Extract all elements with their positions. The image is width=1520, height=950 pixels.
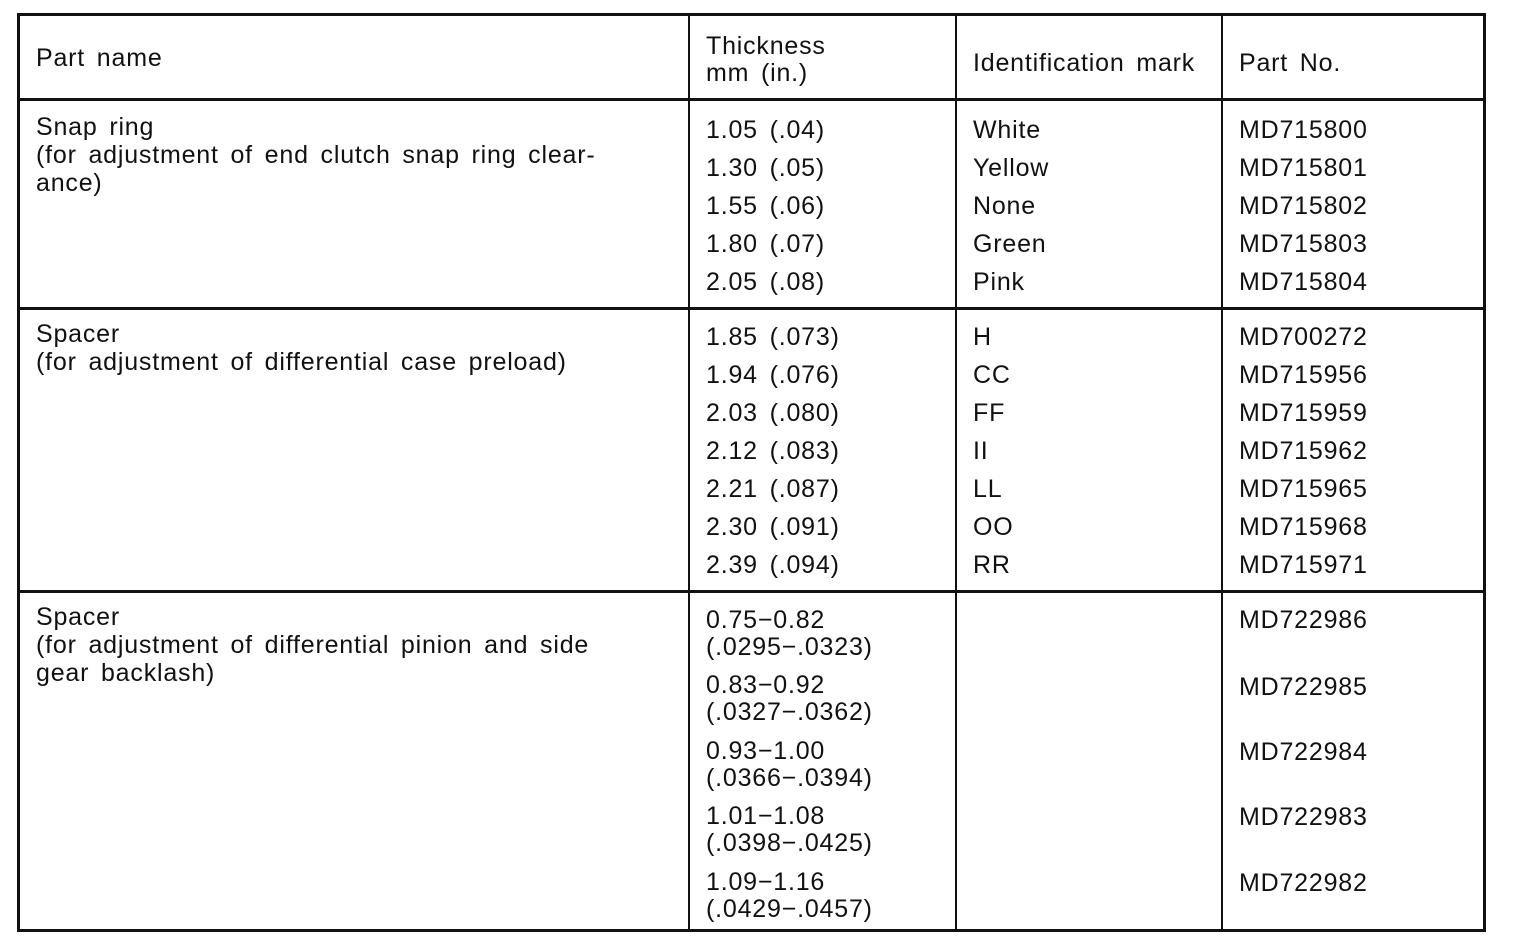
header-part-no: Part No. bbox=[1239, 49, 1342, 77]
thickness-mm-cell: 0.75−0.82 bbox=[706, 606, 826, 634]
thickness-cell: 1.05 (.04) bbox=[706, 116, 826, 144]
column-divider-2 bbox=[955, 16, 957, 929]
thickness-in-cell: (.0366−.0394) bbox=[706, 764, 873, 792]
thickness-mm-cell: 1.01−1.08 bbox=[706, 802, 826, 830]
thickness-cell: 1.30 (.05) bbox=[706, 154, 826, 182]
part-no-cell: MD722986 bbox=[1239, 606, 1368, 634]
part-name-description: ance) bbox=[36, 169, 103, 197]
thickness-mm-cell: 0.93−1.00 bbox=[706, 737, 826, 765]
header-identification-mark: Identification mark bbox=[973, 49, 1196, 77]
group-divider-2 bbox=[20, 590, 1483, 593]
part-name-description: (for adjustment of end clutch snap ring clear- bbox=[36, 141, 596, 169]
identification-mark-cell: None bbox=[973, 192, 1036, 220]
header-part-name: Part name bbox=[36, 44, 163, 72]
thickness-in-cell: (.0295−.0323) bbox=[706, 633, 873, 661]
part-no-cell: MD715800 bbox=[1239, 116, 1368, 144]
column-divider-1 bbox=[688, 16, 690, 929]
identification-mark-cell: II bbox=[973, 437, 989, 465]
parts-table bbox=[17, 13, 1486, 932]
group-divider-1 bbox=[20, 307, 1483, 310]
thickness-cell: 1.85 (.073) bbox=[706, 323, 840, 351]
thickness-cell: 2.39 (.094) bbox=[706, 551, 840, 579]
identification-mark-cell: CC bbox=[973, 361, 1011, 389]
thickness-mm-cell: 1.09−1.16 bbox=[706, 868, 826, 896]
part-name-title: Snap ring bbox=[36, 113, 155, 141]
thickness-in-cell: (.0429−.0457) bbox=[706, 895, 873, 923]
part-name-description: gear backlash) bbox=[36, 659, 216, 687]
part-no-cell: MD722985 bbox=[1239, 673, 1368, 701]
part-no-cell: MD715959 bbox=[1239, 399, 1368, 427]
thickness-cell: 2.21 (.087) bbox=[706, 475, 840, 503]
part-no-cell: MD715803 bbox=[1239, 230, 1368, 258]
part-no-cell: MD722983 bbox=[1239, 803, 1368, 831]
part-no-cell: MD722984 bbox=[1239, 738, 1368, 766]
part-name-description: (for adjustment of differential case preload) bbox=[36, 348, 567, 376]
group-1-part-name bbox=[36, 113, 666, 197]
column-divider-3 bbox=[1221, 16, 1223, 929]
thickness-cell: 1.55 (.06) bbox=[706, 192, 826, 220]
thickness-cell: 2.05 (.08) bbox=[706, 268, 826, 296]
part-name-description: (for adjustment of differential pinion and side bbox=[36, 631, 590, 659]
identification-mark-cell: Yellow bbox=[973, 154, 1050, 182]
part-no-cell: MD715804 bbox=[1239, 268, 1368, 296]
thickness-cell: 2.30 (.091) bbox=[706, 513, 840, 541]
part-no-cell: MD700272 bbox=[1239, 323, 1368, 351]
part-no-cell: MD715965 bbox=[1239, 475, 1368, 503]
identification-mark-cell: H bbox=[973, 323, 992, 351]
identification-mark-cell: OO bbox=[973, 513, 1014, 541]
thickness-mm-cell: 0.83−0.92 bbox=[706, 671, 826, 699]
part-name-title: Spacer bbox=[36, 320, 121, 348]
thickness-in-cell: (.0327−.0362) bbox=[706, 698, 873, 726]
header-thickness-line2: mm (in.) bbox=[706, 59, 809, 87]
group-3-part-name bbox=[36, 603, 666, 687]
part-no-cell: MD715962 bbox=[1239, 437, 1368, 465]
part-no-cell: MD715801 bbox=[1239, 154, 1368, 182]
identification-mark-cell: FF bbox=[973, 399, 1006, 427]
identification-mark-cell: White bbox=[973, 116, 1041, 144]
group-2-part-name bbox=[36, 320, 666, 376]
identification-mark-cell: Green bbox=[973, 230, 1047, 258]
thickness-cell: 2.12 (.083) bbox=[706, 437, 840, 465]
part-name-title: Spacer bbox=[36, 603, 121, 631]
identification-mark-cell: RR bbox=[973, 551, 1011, 579]
part-no-cell: MD715971 bbox=[1239, 551, 1368, 579]
header-thickness-line1: Thickness bbox=[706, 32, 826, 60]
thickness-cell: 1.80 (.07) bbox=[706, 230, 826, 258]
part-no-cell: MD722982 bbox=[1239, 869, 1368, 897]
identification-mark-cell: Pink bbox=[973, 268, 1025, 296]
part-no-cell: MD715968 bbox=[1239, 513, 1368, 541]
identification-mark-cell: LL bbox=[973, 475, 1003, 503]
part-no-cell: MD715802 bbox=[1239, 192, 1368, 220]
part-no-cell: MD715956 bbox=[1239, 361, 1368, 389]
thickness-in-cell: (.0398−.0425) bbox=[706, 829, 873, 857]
thickness-cell: 2.03 (.080) bbox=[706, 399, 840, 427]
thickness-cell: 1.94 (.076) bbox=[706, 361, 840, 389]
header-divider bbox=[20, 98, 1483, 101]
